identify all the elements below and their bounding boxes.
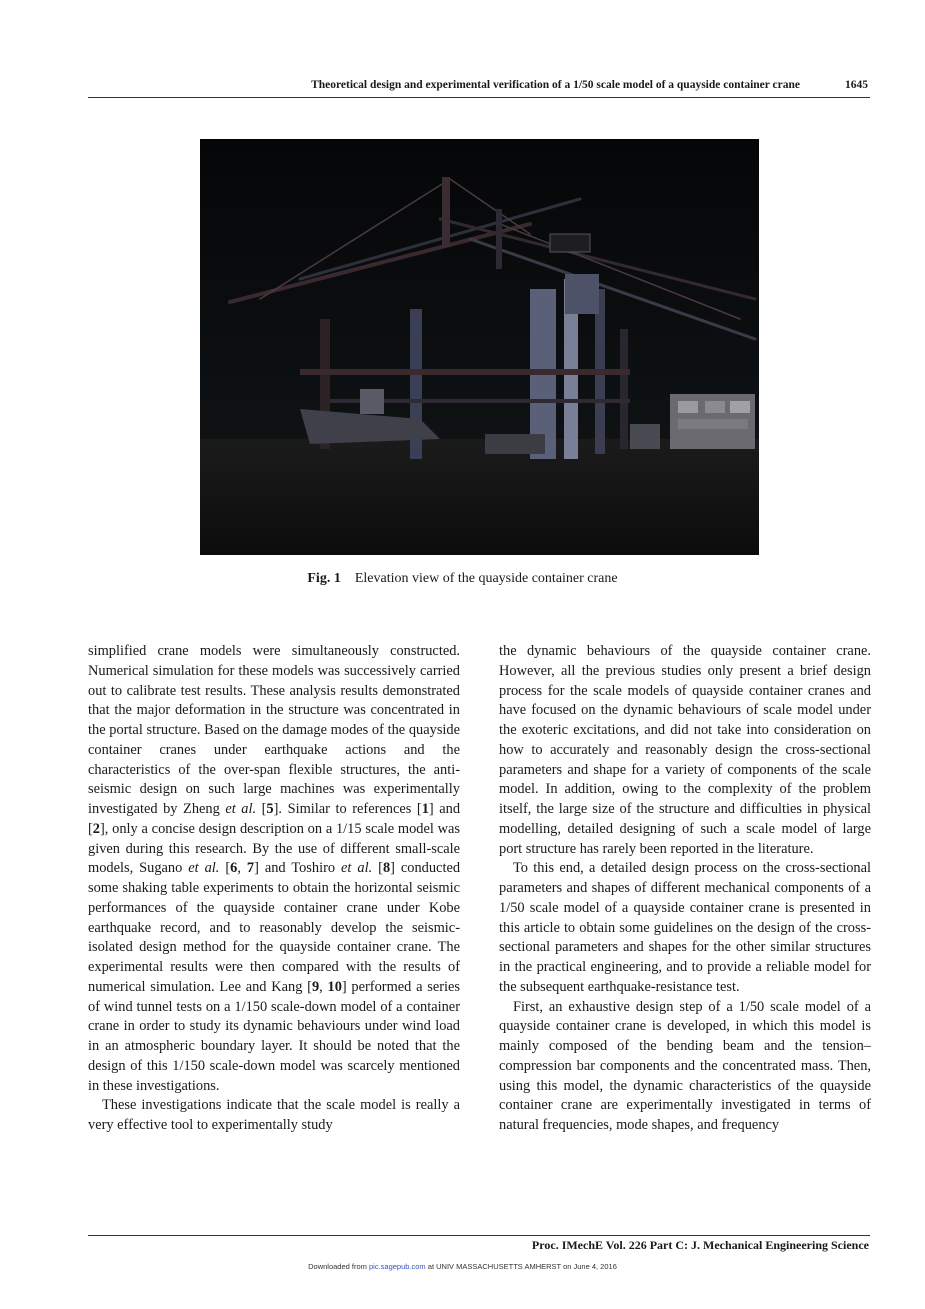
download-link[interactable]: pic.sagepub.com (368, 1262, 426, 1271)
figure-photo (200, 139, 759, 555)
left-column (88, 642, 460, 1136)
citation-number: 6 (230, 860, 238, 877)
paragraph-text: These investigations indicate that the scale model is really a very effective tool to experimentally study (88, 1097, 460, 1133)
body-paragraph (499, 998, 871, 1136)
footer-rule (88, 1235, 870, 1236)
citation-number: 8 (382, 860, 391, 877)
running-header-title: Theoretical design and experimental verification of a 1/50 scale model of a quayside container crane (311, 79, 800, 91)
quay-ground (200, 439, 759, 555)
citation-number: 9 (311, 978, 320, 995)
paragraph-text: [ (219, 860, 231, 877)
paragraph-text: [ (256, 801, 267, 817)
paragraph-text: First, an exhaustive design step of a 1/50 scale model of a quayside container crane is developed, in which this model is mainly composed of the bending beam and the tension–compression bar components and the concentrated mass. Then, using this model, the dynamic characteristics of the quayside container crane are experimentally investigated in terms of natural frequencies, mode shapes, and frequency (499, 998, 871, 1133)
paragraph-text: , (237, 860, 247, 877)
citation-number: 5 (266, 801, 274, 817)
body-paragraph (88, 642, 460, 1096)
figure-label: Fig. 1 (307, 571, 341, 586)
paragraph-text: [ (372, 860, 383, 877)
citation-number: 7 (246, 860, 255, 877)
paragraph-text: et al. (225, 801, 257, 817)
paragraph-text: ]. Similar to references [ (273, 801, 422, 817)
paragraph-text: ], only a concise design description on a 1/15 scale model was given during this research. By the use of different small-scale models, Sugano (88, 820, 460, 877)
download-suffix: at UNIV MASSACHUSETTS AMHERST on June 4, 2016 (425, 1262, 617, 1271)
paragraph-text: ] and Toshiro (254, 860, 342, 877)
page-number: 1645 (845, 79, 868, 91)
paragraph-text: ] performed a series of wind tunnel tests on a 1/150 scale-down model of a container crane in order to study its dynamic behaviours under wind load in an atmospheric boundary layer. It should be noted that the design of this 1/150 scale-down model was scarcely mentioned in these investigations. (88, 978, 461, 1094)
paragraph-text: To this end, a detailed design process on the cross-sectional parameters and shapes of different mechanical components of a 1/50 scale model of a quayside container crane is presented in this article to obtain some guidelines on the design of the cross-sectional parameters and shapes for the other similar structures in the practical engineering, and to provide a reliable model for the subsequent earthquake-resistance test. (499, 860, 871, 995)
figure-caption (0, 571, 925, 587)
paragraph-text: et al. (188, 860, 220, 877)
running-header (88, 79, 870, 98)
figure-caption-text: Elevation view of the quayside container crane (354, 571, 618, 586)
citation-number: 2 (92, 820, 100, 837)
paragraph-text: ] conducted some shaking table experiments to obtain the horizontal seismic performances of the quayside container crane under Kobe earthquake record, and to reasonably develop the seismic-isolated design method for the quayside container crane. The experimental results were then compared with the results of numerical simulation. Lee and Kang [ (88, 860, 461, 995)
paragraph-text: the dynamic behaviours of the quayside container crane. However, all the previous studies only present a brief design process for the scale models of quayside container cranes and have focused on the dynamic behaviours of scale model under the exoteric excitations, and did not take into consideration on how to accurately and reasonably design the cross-sectional parameters and shape for a variety of components of the scale model. In addition, owing to the complexity of the problem itself, the large size of the structure and difficulties in physical modelling, detailed designing of such a scale model of large port structure has rarely been reported in the literature. (499, 643, 871, 857)
journal-footer: Proc. IMechE Vol. 226 Part C: J. Mechanical Engineering Science (531, 1238, 869, 1252)
paragraph-text: simplified crane models were simultaneously constructed. Numerical simulation for these models was successively carried out to calibrate test results. These analysis results demonstrated that the major deformation in the structure was concentrated in the portal structure. Based on the damage modes of the quayside container cranes under earthquake actions and the characteristics of the over-span flexible structures, the anti-seismic design on such large machines was experimentally investigated by Zheng (88, 643, 460, 817)
body-paragraph (499, 859, 871, 997)
download-prefix: Downloaded from (308, 1262, 369, 1271)
citation-number: 10 (327, 978, 342, 995)
body-paragraph (499, 642, 871, 859)
paragraph-text: et al. (341, 860, 373, 877)
body-paragraph (88, 1096, 460, 1136)
download-notice (0, 1262, 925, 1271)
right-column (499, 642, 871, 1136)
paragraph-text: , (319, 978, 328, 995)
paragraph-text: ] and [ (88, 801, 461, 837)
citation-number: 1 (421, 801, 429, 817)
